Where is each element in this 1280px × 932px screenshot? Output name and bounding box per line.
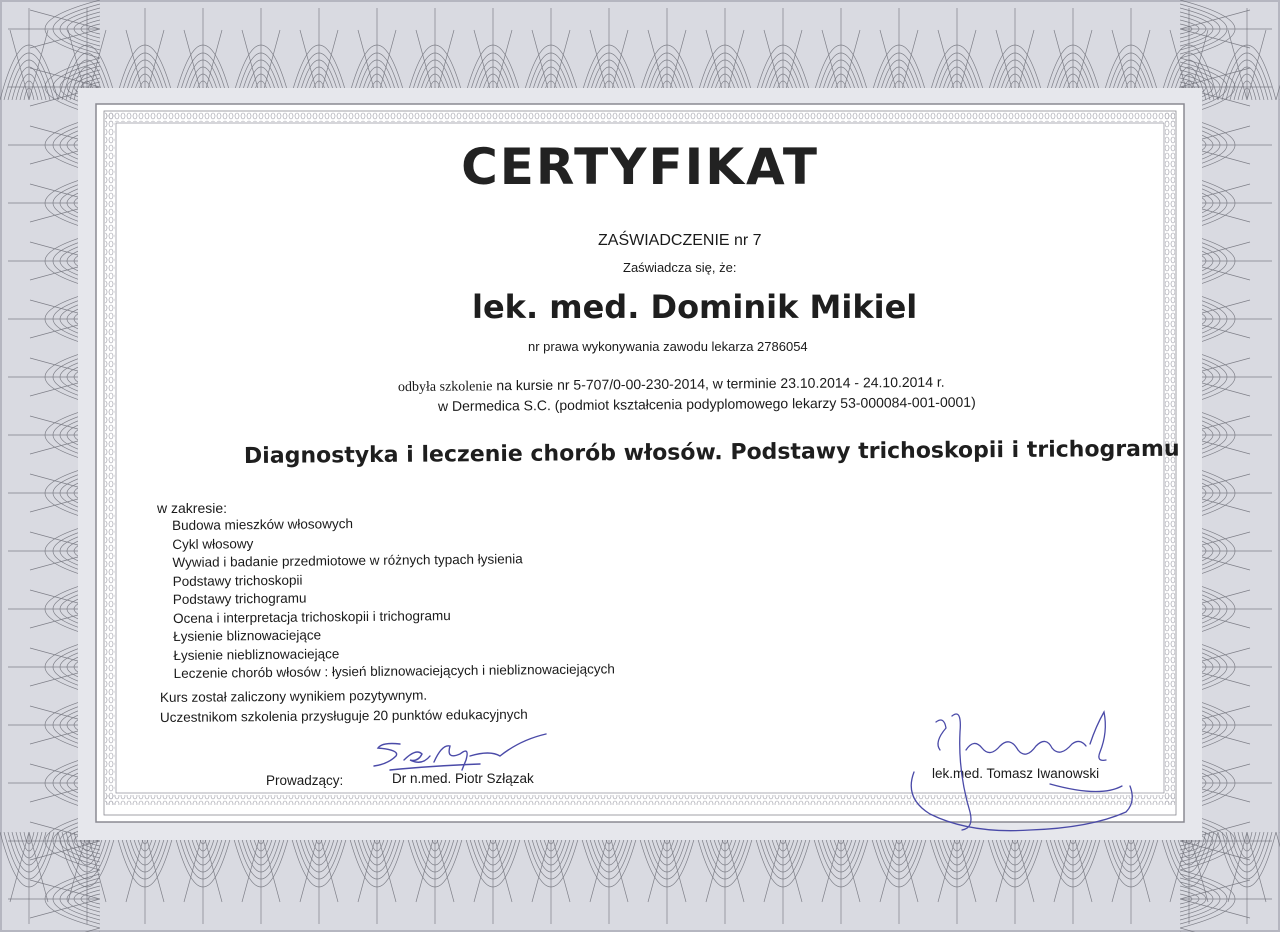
lecturer-name: Dr n.med. Piotr Szłązak <box>392 771 534 786</box>
topics-list <box>172 512 615 683</box>
list-item: Budowa mieszków włosowych <box>172 516 353 533</box>
list-item: Wywiad i badanie przedmiotowe w różnych typach łysienia <box>172 551 523 570</box>
lecturer-signature <box>370 726 560 786</box>
course-info-rest: na kursie nr 5-707/0-00-230-2014, w terminie 23.10.2014 - 24.10.2014 r. <box>492 373 945 394</box>
list-item: Podstawy trichoskopii <box>172 572 303 589</box>
course-info-prefix: odbyła szkolenie <box>397 379 493 395</box>
course-result: Kurs został zaliczony wynikiem pozytywnym. <box>159 687 428 705</box>
course-info-line-2: w Dermedica S.C. (podmiot kształcenia podyplomowego lekarzy 53-000084-001-0001) <box>437 393 976 414</box>
recipient-name: lek. med. Dominik Mikiel <box>472 288 918 326</box>
list-item: Leczenie chorób włosów : łysień bliznowaciejących i niebliznowaciejących <box>173 661 615 681</box>
list-item: Łysienie niebliznowaciejące <box>173 645 340 663</box>
list-item: Cykl włosowy <box>172 535 254 552</box>
second-signatory-signature <box>900 702 1140 836</box>
document-number: ZAŚWIADCZENIE nr 7 <box>598 232 762 249</box>
certifies-that: Zaświadcza się, że: <box>623 260 737 275</box>
license-number: nr prawa wykonywania zawodu lekarza 2786054 <box>528 339 808 354</box>
list-item: Podstawy trichogramu <box>172 590 307 607</box>
list-item: Łysienie bliznowaciejące <box>173 627 322 644</box>
scope-label: w zakresie: <box>157 500 228 516</box>
course-title: Diagnostyka i leczenie chorób włosów. Podstawy trichoskopii i trichogramu <box>243 436 1180 469</box>
list-item: Ocena i interpretacja trichoskopii i trichogramu <box>172 607 451 626</box>
certificate-title: CERTYFIKAT <box>461 138 819 196</box>
second-signatory-name: lek.med. Tomasz Iwanowski <box>932 766 1100 781</box>
education-points: Uczestnikom szkolenia przysługuje 20 punktów edukacyjnych <box>159 706 528 725</box>
lecturer-label: Prowadzący: <box>266 773 344 788</box>
